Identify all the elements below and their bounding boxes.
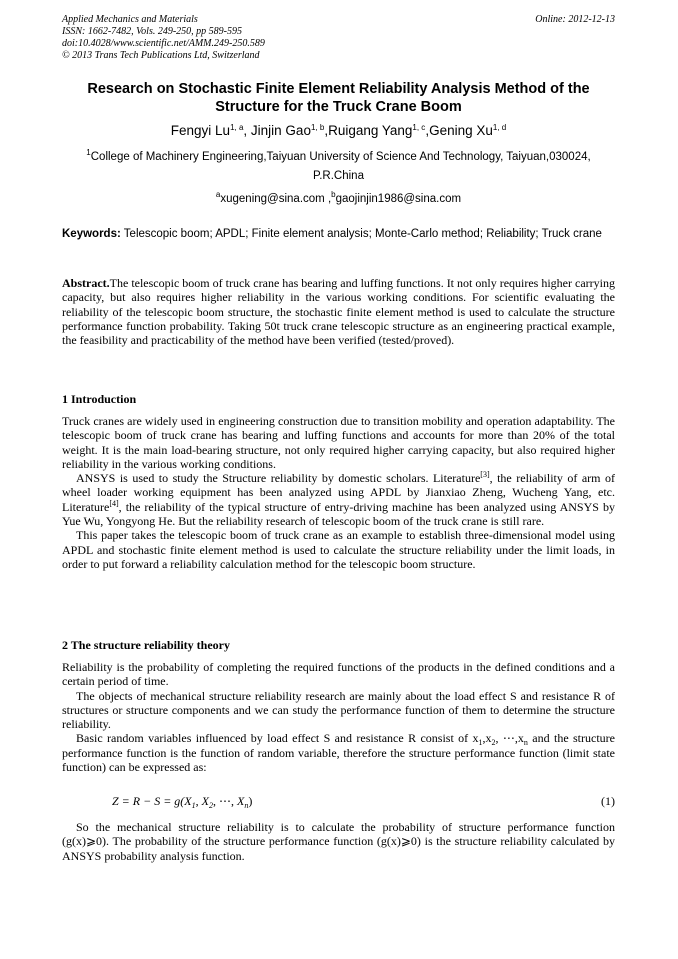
- subscript: 1: [478, 738, 483, 748]
- section-2-body-continued: [62, 820, 615, 863]
- copyright-line: © 2013 Trans Tech Publications Ltd, Switzerland: [62, 50, 260, 61]
- equation-var: X: [201, 794, 209, 808]
- email-mark-b: b: [331, 190, 336, 199]
- author-name: Gening Xu: [429, 123, 493, 138]
- section-2-heading: 2 The structure reliability theory: [62, 638, 230, 652]
- keywords: [62, 228, 615, 241]
- keywords-text: Telescopic boom; APDL; Finite element analysis; Monte-Carlo method; Reliability; Truck crane: [123, 228, 602, 240]
- author-affil-mark: 1, a: [230, 123, 244, 132]
- equation-var: X: [236, 794, 245, 808]
- equation-subscript: 1: [191, 801, 196, 810]
- equation-var: X: [184, 794, 192, 808]
- paragraph-text: , ⋯,x: [495, 731, 524, 746]
- citation-ref: [3]: [480, 470, 490, 480]
- equation-lhs: Z = R − S = g(: [112, 794, 185, 808]
- affiliation-mark: 1: [86, 148, 91, 157]
- abstract: [62, 276, 615, 347]
- equation-close: ): [248, 794, 253, 808]
- author-list: [62, 122, 615, 140]
- section-1-heading: 1 Introduction: [62, 392, 137, 406]
- author-affil-mark: 1, d: [492, 123, 507, 132]
- email-separator: ,: [324, 193, 332, 205]
- email-a: xugening@sina.com: [220, 193, 325, 205]
- author-separator: ,: [425, 123, 430, 138]
- email-line: [62, 192, 615, 206]
- citation-ref: [4]: [109, 498, 119, 508]
- author-name: Jinjin Gao: [250, 123, 311, 138]
- email-b: gaojinjin1986@sina.com: [335, 193, 462, 205]
- author-name: Fengyi Lu: [170, 123, 231, 138]
- equation-dots: , ⋯,: [212, 794, 237, 808]
- equation-subscript: n: [244, 801, 249, 810]
- online-date: Online: 2012-12-13: [535, 14, 615, 25]
- paragraph: This paper takes the telescopic boom of truck crane as an example to establish three-dimensional model using APDL and stochastic finite element method is used to calculate the structure reliability under the limit loads, in order to put forward a reliability calculation method for the telescopic boom structure.: [62, 528, 615, 571]
- paragraph: [62, 731, 615, 774]
- section-2-body: [62, 660, 615, 774]
- author-separator: ,: [243, 123, 251, 138]
- author-name: Ruigang Yang: [328, 123, 413, 138]
- paragraph-text: and the structure performance function is the function of random variable, therefore the structure performance function (limit state function) can be expressed as:: [62, 731, 615, 775]
- paragraph-text: ANSYS is used to study the Structure reliability by domestic scholars. Literature: [76, 471, 481, 486]
- paragraph: The objects of mechanical structure reliability research are mainly about the load effect S and resistance R of structures or structure components and we can study the performance function of them to determine the structure reliability.: [62, 688, 615, 732]
- email-mark-a: a: [215, 190, 221, 199]
- paragraph-text: , the reliability of arm of wheel loader working equipment has been analyzed using APDL by Jianxiao Zheng, Wucheng Yang, etc. Literature: [62, 471, 615, 514]
- equation-1: [62, 794, 615, 810]
- equation-comma: ,: [195, 794, 202, 808]
- section-1-body: [62, 414, 615, 571]
- paragraph: So the mechanical structure reliability is to calculate the probability of structure performance function (g(x)⩾0). The probability of the structure performance function (g(x)⩾0) is the structure reliability calculated by ANSYS probability analysis function.: [62, 820, 615, 863]
- subscript: n: [523, 738, 528, 748]
- affiliation-text: College of Machinery Engineering,Taiyuan University of Science And Technology, Taiyuan,030024, P.R.China: [90, 151, 591, 182]
- doi-line: doi:10.4028/www.scientific.net/AMM.249-250.589: [62, 38, 265, 49]
- equation-subscript: 2: [208, 801, 213, 810]
- paragraph: [62, 471, 615, 528]
- equation-expression: [112, 794, 252, 809]
- equation-number: (1): [601, 794, 615, 808]
- paper-title: Research on Stochastic Finite Element Reliability Analysis Method of the Structure for the Truck Crane Boom: [87, 81, 590, 115]
- issn-line: ISSN: 1662-7482, Vols. 249-250, pp 589-595: [62, 26, 242, 37]
- keywords-label: Keywords:: [62, 228, 121, 240]
- paragraph: Truck cranes are widely used in engineering construction due to transition mobility and operation adaptability. The telescopic boom of truck crane has bearing and luffing functions and accounts for more than 20% of the total weight. It is the main load-bearing structure, not only required higher carrying capacity, but also required higher reliability in the various working conditions.: [62, 414, 615, 471]
- paragraph-text: Basic random variables influenced by load effect S and resistance R consist of x: [76, 731, 479, 746]
- abstract-text: The telescopic boom of truck crane has bearing and luffing functions. It not only requires higher carrying capacity, but also requires higher reliability in the various working conditions. For scientific evaluating the reliability of the telescopic boom structure, the stochastic finite element method is used to calculate the structure performance function probability. Taking 50t truck crane telescopic structure as an engineering practical example, the feasibility and practicability of the method have been verified (tested/proved).: [62, 276, 615, 348]
- journal-name: Applied Mechanics and Materials: [62, 14, 198, 25]
- paragraph-text: , the reliability of the typical structure of entry-driving machine has been analyzed using ANSYS by Yue Wu, Yongyong He. But the reliability research of telescopic boom of the truck crane is still rare.: [62, 499, 615, 529]
- author-affil-mark: 1, b: [310, 123, 325, 132]
- paragraph-text: ,x: [482, 731, 492, 746]
- journal-header: [62, 14, 615, 62]
- affiliation: [62, 148, 615, 186]
- author-affil-mark: 1, c: [412, 123, 426, 132]
- subscript: 2: [491, 738, 496, 748]
- abstract-label: Abstract.: [62, 276, 110, 290]
- paragraph: Reliability is the probability of completing the required functions of the products in the defined conditions and a certain period of time.: [62, 660, 615, 689]
- author-separator: ,: [324, 123, 329, 138]
